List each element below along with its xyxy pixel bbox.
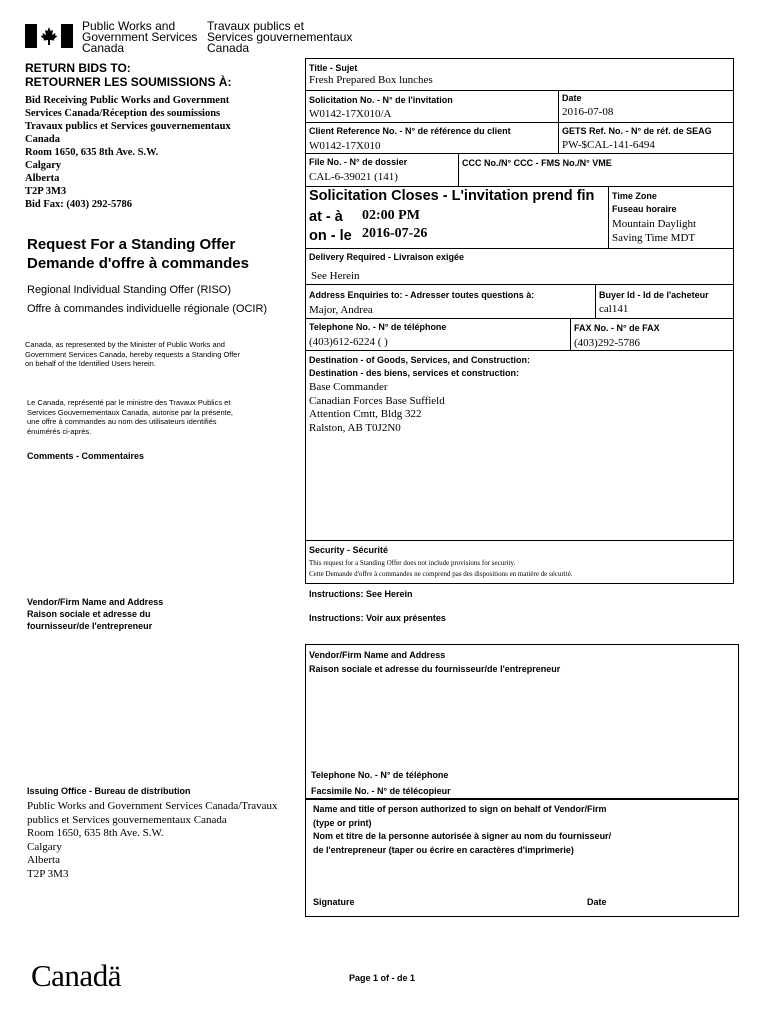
- security-label: Security - Sécurité: [309, 545, 389, 555]
- solicitation-number-value: W0142-17X010/A: [309, 108, 392, 120]
- instructions-en: Instructions: See Herein: [309, 589, 413, 599]
- address-enquiries-label: Address Enquiries to: - Adresser toutes questions à:: [309, 290, 535, 300]
- title-value: Fresh Prepared Box lunches: [309, 74, 433, 86]
- gets-reference-value: PW-$CAL-141-6494: [562, 139, 655, 151]
- issuing-office-label: Issuing Office - Bureau de distribution: [27, 786, 191, 796]
- return-bids-heading: RETURN BIDS TO: RETOURNER LES SOUMISSIONS À:: [25, 61, 232, 89]
- client-reference-label: Client Reference No. - N° de référence du client: [309, 126, 511, 136]
- file-number-value: CAL-6-39021 (141): [309, 171, 398, 183]
- department-name-en: Public Works and Government Services Canada: [82, 19, 198, 55]
- time-zone-value: Mountain Daylight Saving Time MDT: [612, 218, 697, 244]
- canada-wordmark: Canadä: [31, 958, 121, 993]
- vendor-facsimile-label: Facsimile No. - N° de télécopieur: [311, 786, 451, 796]
- closing-time-value: 02:00 PM: [362, 208, 420, 223]
- delivery-required-value: See Herein: [311, 270, 360, 282]
- standing-offer-type: Regional Individual Standing Offer (RISO) Offre à commandes individuelle régionale (OCIR): [27, 284, 268, 315]
- fax-value: (403)292-5786: [574, 337, 640, 349]
- canada-flag-icon: [25, 24, 73, 48]
- authorized-person-label: Name and title of person authorized to sign on behalf of Vendor/Firm (type or print) Nom et titre de la personne autorisée à signer au nom du fournisseur/ de l'entrepreneur (taper ou écrire en caractères d'imprimerie): [313, 804, 612, 855]
- comments-label: Comments - Commentaires: [27, 451, 145, 461]
- solicitation-closes-label: Solicitation Closes - L'invitation prend fin: [309, 188, 595, 204]
- fax-label: FAX No. - N° de FAX: [574, 323, 660, 333]
- gets-reference-label: GETS Ref. No. - N° de réf. de SEAG: [562, 126, 712, 136]
- buyer-id-label: Buyer Id - Id de l'acheteur: [599, 290, 709, 300]
- title-label: Title - Sujet: [309, 63, 358, 73]
- vendor-firm-label: Vendor/Firm Name and Address: [309, 650, 446, 660]
- page-number: Page 1 of - de 1: [349, 973, 416, 983]
- request-title: Request For a Standing Offer Demande d'offre à commandes: [27, 236, 249, 272]
- signature-label: Signature: [313, 897, 355, 907]
- solicitation-number-label: Solicitation No. - N° de l'invitation: [309, 95, 453, 105]
- destination-address: Base Commander Canadian Forces Base Suffield Attention Cmtt, Bldg 322 Ralston, AB T0J2N0: [309, 381, 445, 434]
- vendor-telephone-label: Telephone No. - N° de téléphone: [311, 770, 449, 780]
- instructions-fr: Instructions: Voir aux présentes: [309, 613, 446, 623]
- closing-date-value: 2016-07-26: [362, 226, 428, 241]
- issuing-office-address: Public Works and Government Services Canada/Travaux publics et Services gouvernementaux Canada Room 1650, 635 8th Ave. S.W. Calgary Alberta T2P 3M3: [27, 800, 278, 880]
- telephone-value: (403)612-6224 ( ): [309, 336, 388, 348]
- address-enquiries-value: Major, Andrea: [309, 304, 373, 316]
- request-description-fr: Le Canada, représenté par le ministre des Travaux Publics et Services Gouvernementaux Canada, autorise par la présente, une offre à commandes au nom des utilisateurs identifiés énumérés ci-après.: [27, 398, 233, 436]
- vendor-firm-label-left: Vendor/Firm Name and Address Raison sociale et adresse du fournisseur/de l'entrepreneur: [27, 597, 164, 631]
- telephone-label: Telephone No. - N° de téléphone: [309, 322, 447, 332]
- closing-on-label: on - le: [309, 228, 352, 244]
- security-text: This request for a Standing Offer does not include provisions for security. Cette Demande d'offre à commandes ne comprend pas des dispositions en matière de sécurité.: [309, 559, 573, 578]
- delivery-required-label: Delivery Required - Livraison exigée: [309, 252, 465, 262]
- return-bids-address: Bid Receiving Public Works and Government Services Canada/Réception des soumissions Travaux publics et Services gouvernementaux Canada Room 1650, 635 8th Ave. S.W. Calgary Alberta T2P 3M3 Bid Fax: (403) 292-5786: [25, 95, 231, 210]
- date-value: 2016-07-08: [562, 106, 614, 118]
- fuseau-horaire-label: Fuseau horaire: [612, 204, 677, 214]
- destination-label: Destination - of Goods, Services, and Construction: Destination - des biens, services et construction:: [309, 355, 531, 378]
- buyer-id-value: cal141: [599, 303, 629, 315]
- department-name-fr: Travaux publics et Services gouvernementaux Canada: [207, 19, 353, 55]
- closing-at-label: at - à: [309, 209, 343, 225]
- time-zone-label: Time Zone: [612, 191, 657, 201]
- date-label: Date: [562, 93, 582, 103]
- government-signature: [25, 20, 355, 60]
- ccc-fms-label: CCC No./N° CCC - FMS No./N° VME: [462, 158, 612, 168]
- request-description-en: Canada, as represented by the Minister of Public Works and Government Services Canada, hereby requests a Standing Offer on behalf of the Identified Users herein.: [25, 340, 240, 368]
- client-reference-value: W0142-17X010: [309, 140, 381, 152]
- file-number-label: File No. - N° de dossier: [309, 157, 408, 167]
- vendor-firm-label-fr: Raison sociale et adresse du fournisseur/de l'entrepreneur: [309, 664, 561, 674]
- signature-date-label: Date: [587, 897, 607, 907]
